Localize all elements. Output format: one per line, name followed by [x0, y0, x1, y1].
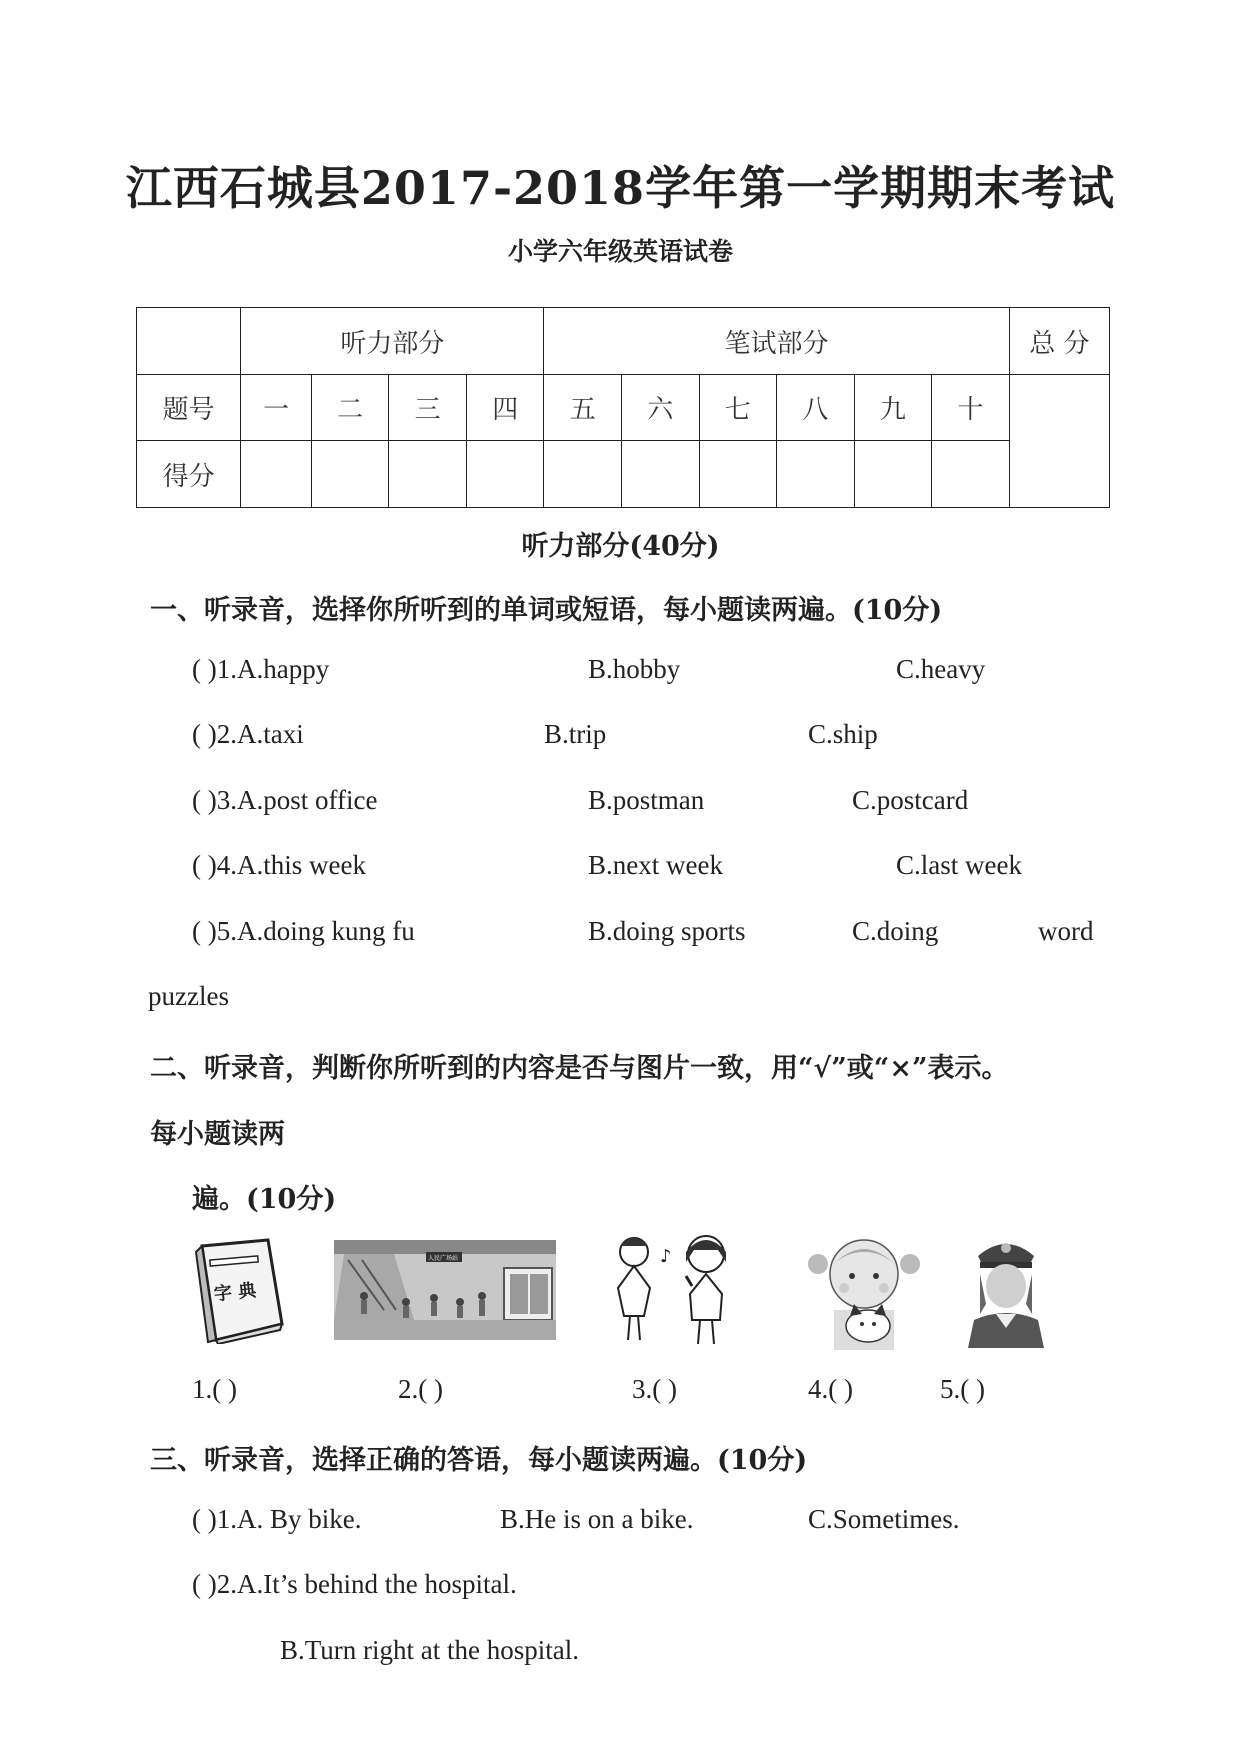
row-number-label: 题号	[137, 375, 241, 441]
part2-answer-2[interactable]: 2.( )	[398, 1374, 443, 1404]
score-col-number: 一	[241, 375, 312, 441]
part2-heading-cont2: 遍。(10分)	[192, 1184, 337, 1215]
part3-q1-a: ( )1.A. By bike.	[192, 1504, 362, 1534]
part1-q5-c-word: word	[1038, 916, 1094, 946]
score-cell[interactable]	[466, 441, 544, 508]
part1-q3-b: B.postman	[588, 785, 705, 815]
part2-heading-cont: 每小题读两	[150, 1119, 285, 1150]
part1-q2-c: C.ship	[808, 719, 878, 749]
part1-q1-b: B.hobby	[588, 654, 681, 684]
part2-answer-5[interactable]: 5.( )	[940, 1374, 985, 1404]
total-score-cell[interactable]	[1009, 375, 1109, 508]
part1-q5-c: C.doing	[852, 916, 939, 946]
part1-q4-c: C.last week	[896, 850, 1022, 880]
part2-answer-1[interactable]: 1.( )	[192, 1374, 237, 1404]
score-cell[interactable]	[777, 441, 855, 508]
police-officer-picture	[966, 1234, 1046, 1348]
part1-heading: 一、听录音，选择你所听到的单词或短语，每小题读两遍。(10分)	[150, 595, 943, 626]
part3-q1-c: C.Sometimes.	[808, 1504, 960, 1534]
score-col-number: 九	[854, 375, 932, 441]
writing-section-label: 笔试部分	[544, 308, 1009, 375]
exam-subtitle: 小学六年级英语试卷	[507, 237, 733, 266]
part1-q5-continuation: puzzles	[148, 981, 229, 1011]
part1-q5-b: B.doing sports	[588, 916, 746, 946]
score-col-number: 七	[699, 375, 777, 441]
score-table	[136, 307, 1110, 508]
part1-q1-c: C.heavy	[896, 654, 986, 684]
dictionary-picture	[188, 1238, 286, 1344]
part3-q2-a: ( )2.A.It’s behind the hospital.	[192, 1569, 517, 1599]
subway-station-picture	[334, 1240, 556, 1340]
part1-q5-a: ( )5.A.doing kung fu	[192, 916, 415, 946]
score-col-number: 二	[311, 375, 389, 441]
listening-section-label: 听力部分	[241, 308, 544, 375]
score-cell[interactable]	[311, 441, 389, 508]
score-cell[interactable]	[854, 441, 932, 508]
row-score-label: 得分	[137, 441, 241, 508]
svg-text:♪: ♪	[660, 1246, 672, 1267]
score-cell[interactable]	[622, 441, 700, 508]
part3-heading: 三、听录音，选择正确的答语，每小题读两遍。(10分)	[150, 1445, 808, 1476]
score-cell[interactable]	[932, 441, 1010, 508]
score-col-number: 五	[544, 375, 622, 441]
listening-section-header: 听力部分(40分)	[521, 531, 720, 562]
part1-q1-a: ( )1.A.happy	[192, 654, 330, 684]
score-cell[interactable]	[241, 441, 312, 508]
part1-q3-c: C.postcard	[852, 785, 969, 815]
part2-answer-3[interactable]: 3.( )	[632, 1374, 677, 1404]
part2-heading: 二、听录音，判断你所听到的内容是否与图片一致，用“√”或“×”表示。	[150, 1053, 1009, 1084]
total-label: 总 分	[1009, 308, 1109, 375]
part1-q3-a: ( )3.A.post office	[192, 785, 378, 815]
girl-with-cat-picture	[804, 1234, 924, 1350]
part3-q1-b: B.He is on a bike.	[500, 1504, 694, 1534]
part1-q2-b: B.trip	[544, 719, 607, 749]
score-col-number: 八	[777, 375, 855, 441]
part2-answer-4[interactable]: 4.( )	[808, 1374, 853, 1404]
part1-q4-b: B.next week	[588, 850, 723, 880]
score-col-number: 十	[932, 375, 1010, 441]
part3-q2-b: B.Turn right at the hospital.	[280, 1635, 580, 1665]
part1-q4-a: ( )4.A.this week	[192, 850, 366, 880]
part1-q2-a: ( )2.A.taxi	[192, 719, 304, 749]
dictionary-label: 字 典	[212, 1279, 258, 1306]
station-sign-text: 人民广场站	[428, 1255, 459, 1262]
exam-title: 江西石城县2017-2018学年第一学期期末考试	[125, 161, 1116, 215]
score-col-number: 六	[622, 375, 700, 441]
score-cell[interactable]	[544, 441, 622, 508]
score-cell[interactable]	[389, 441, 467, 508]
score-cell[interactable]	[699, 441, 777, 508]
score-col-number: 四	[466, 375, 544, 441]
singing-girls-picture	[600, 1232, 750, 1350]
score-col-number: 三	[389, 375, 467, 441]
